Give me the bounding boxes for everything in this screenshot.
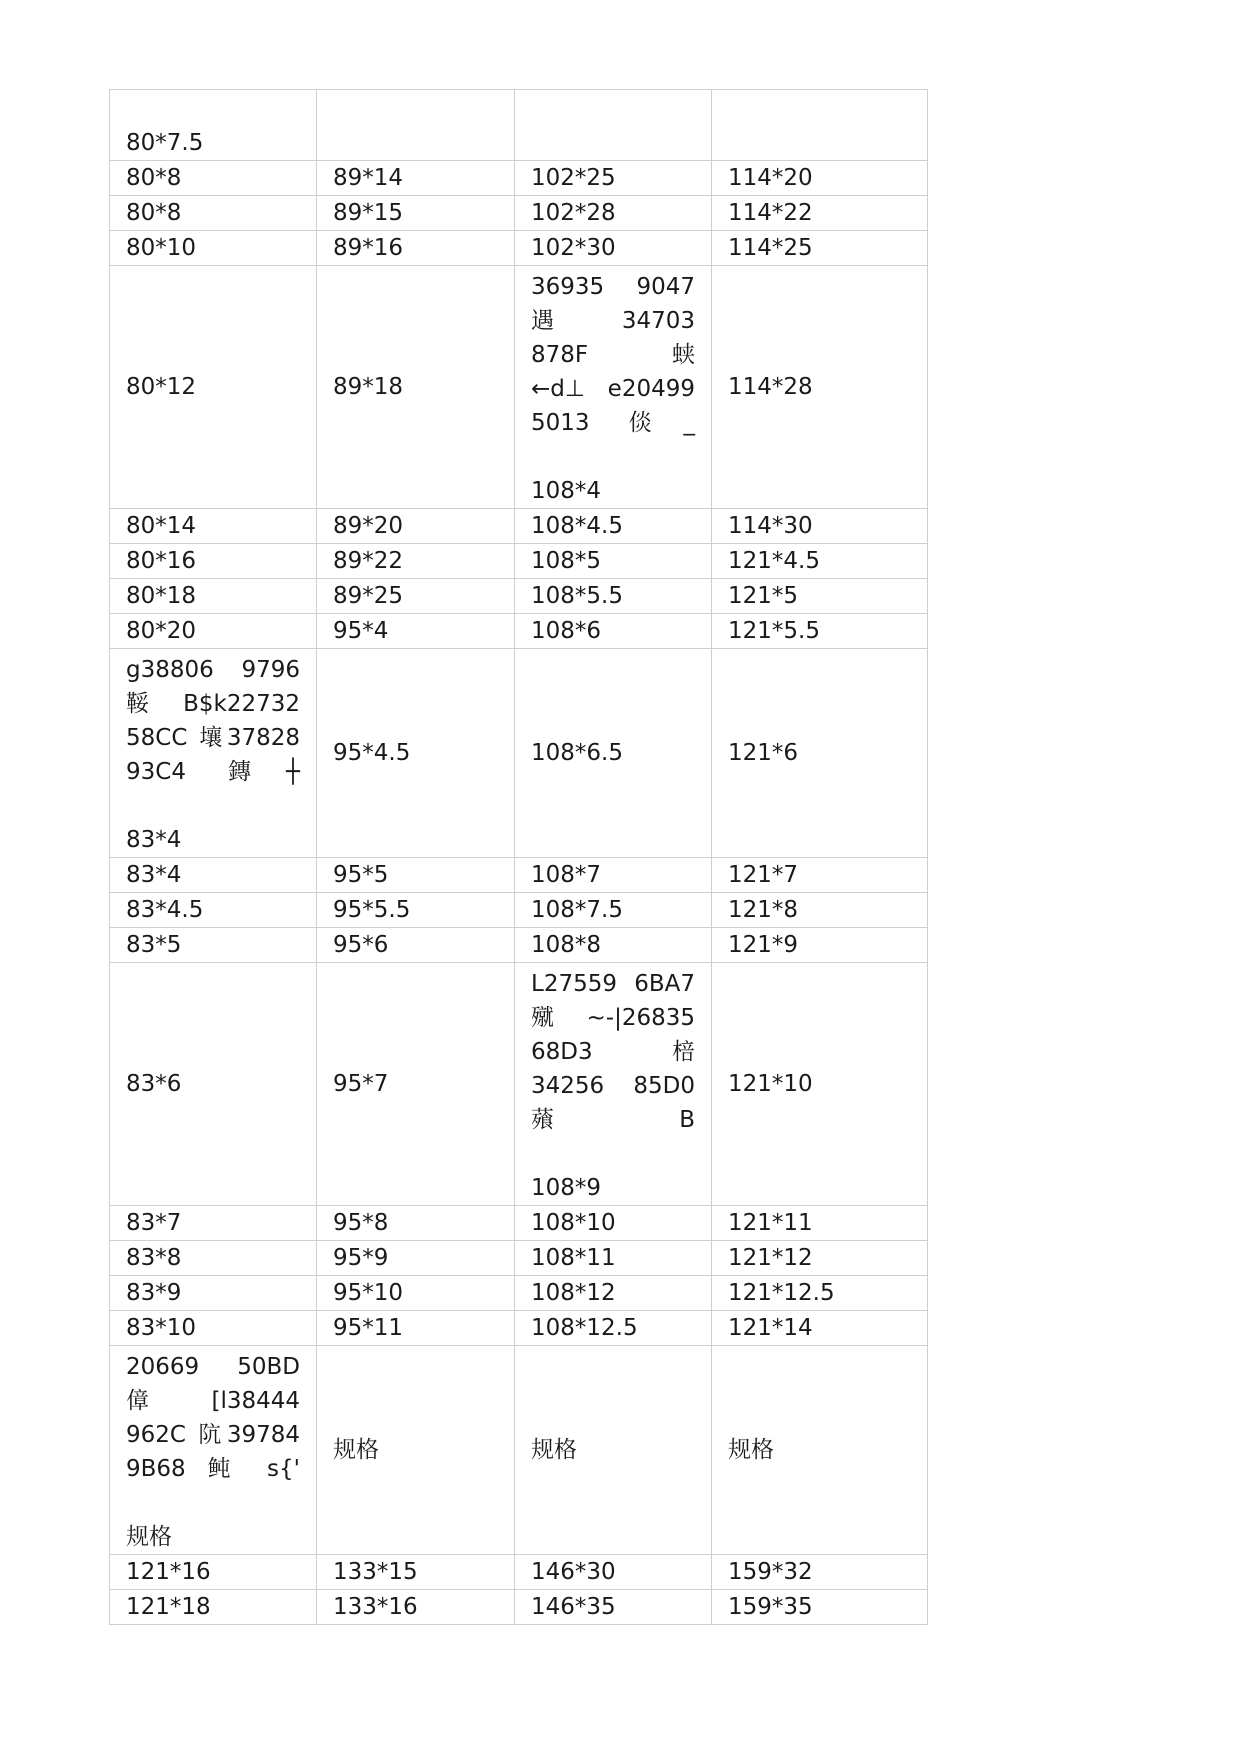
table-row	[110, 266, 928, 509]
table-cell: 121*7	[712, 858, 928, 893]
table-cell: 规格	[317, 1346, 515, 1555]
table-cell: 121*12	[712, 1241, 928, 1276]
table-cell: 89*18	[317, 266, 515, 509]
table-cell: 80*10	[110, 231, 317, 266]
table-cell: 95*9	[317, 1241, 515, 1276]
table-cell: 121*8	[712, 893, 928, 928]
table-cell: 95*11	[317, 1311, 515, 1346]
table-cell: 159*35	[712, 1590, 928, 1625]
table-cell-value: 83*4	[126, 827, 182, 853]
table-cell: 108*7.5	[515, 893, 712, 928]
table-cell: 89*14	[317, 161, 515, 196]
table-cell: 80*7.5	[110, 90, 317, 161]
table-cell: 80*8	[110, 161, 317, 196]
table-cell	[515, 90, 712, 161]
table-cell: 80*14	[110, 509, 317, 544]
table-cell-value: 108*9	[531, 1175, 602, 1201]
table-row	[110, 1276, 928, 1311]
table-row	[110, 161, 928, 196]
spec-table	[109, 89, 928, 1625]
table-cell: 133*16	[317, 1590, 515, 1625]
table-cell: 108*5.5	[515, 579, 712, 614]
table-cell: 121*18	[110, 1590, 317, 1625]
table-row	[110, 614, 928, 649]
table-row	[110, 1346, 928, 1555]
table-cell: 108*10	[515, 1206, 712, 1241]
table-row	[110, 1590, 928, 1625]
table-cell: 89*22	[317, 544, 515, 579]
table-cell: 80*12	[110, 266, 317, 509]
table-cell: 108*4.5	[515, 509, 712, 544]
table-cell: 95*7	[317, 963, 515, 1206]
table-cell: 102*30	[515, 231, 712, 266]
table-cell: 89*15	[317, 196, 515, 231]
table-row	[110, 928, 928, 963]
table-cell: 102*25	[515, 161, 712, 196]
table-cell: 121*16	[110, 1555, 317, 1590]
table-cell: 95*4	[317, 614, 515, 649]
garbled-cell	[110, 649, 317, 858]
table-row	[110, 1206, 928, 1241]
garbled-text: L27559 6BA7 殧 ~-|26835 68D3 棓 34256 85D0 薞 B	[531, 971, 695, 1133]
table-cell: 108*8	[515, 928, 712, 963]
garbled-text: 20669 50BD 傽 [l38444 962C 阬39784 9B68 鲀 s{'	[126, 1354, 300, 1482]
table-cell	[712, 90, 928, 161]
table-cell: 规格	[515, 1346, 712, 1555]
table-row	[110, 196, 928, 231]
garbled-text: 36935 9047 遇 34703 878F 蛱 ←d⊥ e20499 5013 倓_	[531, 274, 695, 436]
table-cell: 95*5.5	[317, 893, 515, 928]
table-cell: 83*8	[110, 1241, 317, 1276]
table-cell: 95*5	[317, 858, 515, 893]
table-cell: 121*5	[712, 579, 928, 614]
table-cell: 108*6	[515, 614, 712, 649]
table-cell: 146*30	[515, 1555, 712, 1590]
table-cell: 95*6	[317, 928, 515, 963]
table-cell: 121*4.5	[712, 544, 928, 579]
table-cell: 89*20	[317, 509, 515, 544]
table-row	[110, 1311, 928, 1346]
table-cell: 83*9	[110, 1276, 317, 1311]
table-cell: 133*15	[317, 1555, 515, 1590]
garbled-cell	[515, 266, 712, 509]
table-cell: 108*12.5	[515, 1311, 712, 1346]
table-cell-value: 108*4	[531, 478, 602, 504]
table-cell: 83*4	[110, 858, 317, 893]
table-cell: 121*5.5	[712, 614, 928, 649]
table-cell: 114*30	[712, 509, 928, 544]
table-cell: 83*4.5	[110, 893, 317, 928]
garbled-text: g38806 9796 鞖 B$k22732 58CC 壤37828 93C4 鏄┼	[126, 657, 300, 785]
table-row	[110, 1241, 928, 1276]
table-row	[110, 579, 928, 614]
table-cell: 95*4.5	[317, 649, 515, 858]
table-cell: 80*20	[110, 614, 317, 649]
table-cell: 114*20	[712, 161, 928, 196]
table-cell: 159*32	[712, 1555, 928, 1590]
table-cell: 146*35	[515, 1590, 712, 1625]
table-row	[110, 90, 928, 161]
table-row	[110, 509, 928, 544]
table-cell: 83*7	[110, 1206, 317, 1241]
table-cell: 108*5	[515, 544, 712, 579]
table-cell: 121*10	[712, 963, 928, 1206]
table-row	[110, 858, 928, 893]
garbled-cell	[110, 1346, 317, 1555]
table-cell: 83*5	[110, 928, 317, 963]
table-cell: 108*6.5	[515, 649, 712, 858]
table-cell: 108*11	[515, 1241, 712, 1276]
table-cell	[317, 90, 515, 161]
table-row	[110, 893, 928, 928]
table-cell: 121*6	[712, 649, 928, 858]
table-cell: 89*25	[317, 579, 515, 614]
table-cell: 114*28	[712, 266, 928, 509]
table-cell: 121*14	[712, 1311, 928, 1346]
table-cell: 89*16	[317, 231, 515, 266]
table-cell: 80*18	[110, 579, 317, 614]
table-cell: 95*10	[317, 1276, 515, 1311]
table-cell: 114*25	[712, 231, 928, 266]
table-cell: 121*9	[712, 928, 928, 963]
table-cell: 95*8	[317, 1206, 515, 1241]
garbled-cell	[515, 963, 712, 1206]
table-cell: 108*12	[515, 1276, 712, 1311]
table-cell: 规格	[712, 1346, 928, 1555]
table-row	[110, 649, 928, 858]
table-cell: 121*11	[712, 1206, 928, 1241]
table-cell: 80*16	[110, 544, 317, 579]
table-cell: 114*22	[712, 196, 928, 231]
table-cell: 108*7	[515, 858, 712, 893]
table-row	[110, 963, 928, 1206]
table-row	[110, 544, 928, 579]
table-row	[110, 231, 928, 266]
table-cell: 83*6	[110, 963, 317, 1206]
table-cell: 121*12.5	[712, 1276, 928, 1311]
table-cell: 102*28	[515, 196, 712, 231]
table-cell-value: 规格	[126, 1524, 172, 1550]
table-row	[110, 1555, 928, 1590]
table-cell: 80*8	[110, 196, 317, 231]
table-cell: 83*10	[110, 1311, 317, 1346]
